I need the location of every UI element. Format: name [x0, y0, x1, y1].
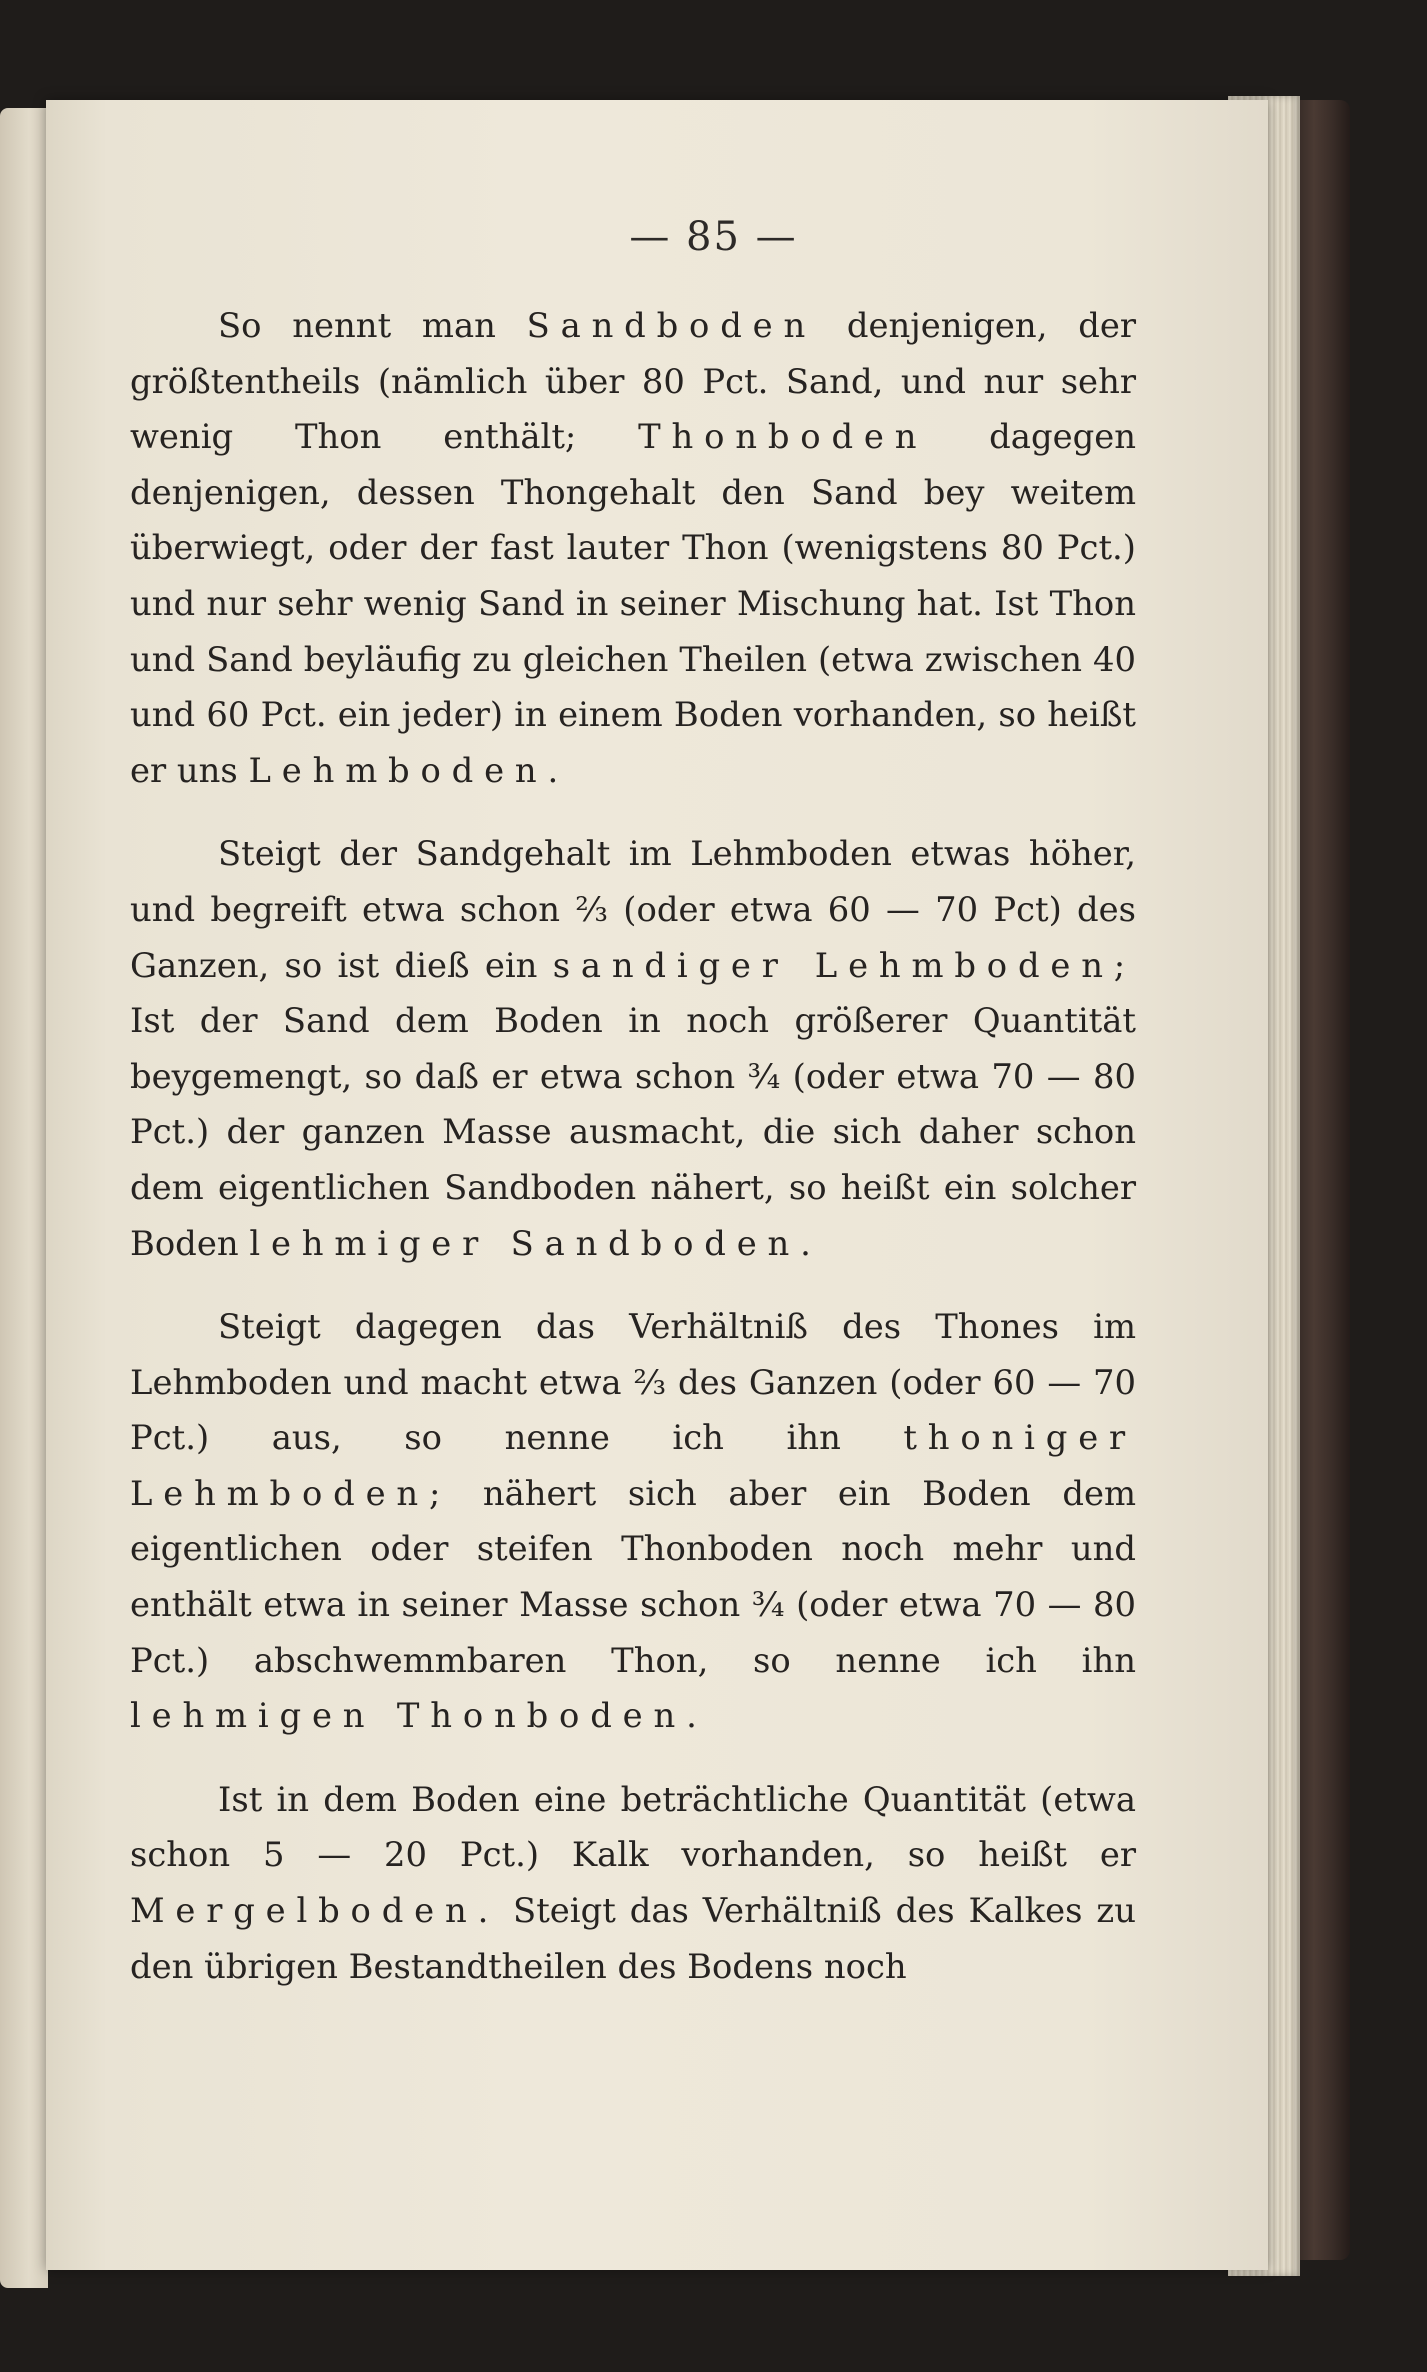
paragraph: [130, 1772, 1136, 1994]
text-run: Steigt der Sandgehalt im Lehmboden etwas höher, und begreift etwa schon ⅔ (oder etwa 60 — 70 Pct) des Ganzen, so ist dieß ein: [130, 834, 1136, 985]
text-run: Steigt dagegen das Verhältniß des Thones im Lehmboden und macht etwa ⅔ des Ganzen (oder 60 — 70 Pct.) aus, so nenne ich ihn: [130, 1307, 1136, 1458]
text-run: Ist der Sand dem Boden in noch größerer Quantität beygemengt, so daß er etwa schon ¾ (oder etwa 70 — 80 Pct.) der ganzen Masse ausmacht, die sich daher schon dem eigentlichen Sandboden nähert, so heißt ein solcher Boden: [130, 1001, 1136, 1263]
text-run: nähert sich aber ein Boden dem eigentlichen oder steifen Thonboden noch mehr und enthält etwa in seiner Masse schon ¾ (oder etwa 70 — 80 Pct.) abschwemmbaren Thon, so nenne ich ihn: [130, 1473, 1136, 1680]
term-mergelboden: Mergelboden.: [130, 1891, 500, 1931]
text-run: Ist in dem Boden eine beträchtliche Quantität (etwa schon 5 — 20 Pct.) Kalk vorhanden, so heißt er: [130, 1779, 1136, 1875]
term-thonboden: Thonboden: [638, 417, 928, 457]
text-run: So nennt man: [218, 306, 527, 345]
term-sandiger-lehmboden: sandiger Lehmboden;: [552, 945, 1137, 985]
body-text: [130, 298, 1136, 1994]
term-sandboden: Sandboden: [526, 306, 817, 345]
term-thoniger-lehmboden: thoniger Lehmboden;: [130, 1418, 1136, 1513]
term-lehmiger-sandboden: lehmiger Sandboden.: [249, 1223, 822, 1263]
text-run: Steigt das Verhältniß des Kalkes zu den übrigen Bestandtheilen des Bodens noch: [130, 1891, 1136, 1986]
page-number: — 85 —: [629, 214, 798, 260]
paragraph: [130, 298, 1136, 798]
term-lehmigen-thonboden: lehmigen Thonboden.: [130, 1696, 708, 1736]
text-run: denjenigen, der größtentheils (nämlich über 80 Pct. Sand, und nur sehr wenig Thon enthält;: [130, 306, 1136, 457]
text-run: dagegen denjenigen, dessen Thongehalt den Sand bey weitem überwiegt, oder der fast lauter Thon (wenigstens 80 Pct.) und nur sehr wenig Sand in seiner Mischung hat. Ist Thon und Sand beyläufig zu gleichen Theilen (etwa zwischen 40 und 60 Pct. ein jeder) in einem Boden vorhanden, so heißt er uns: [130, 417, 1136, 790]
term-lehmboden: Lehmboden.: [248, 750, 570, 790]
facing-page-edge: [0, 108, 48, 2288]
paragraph: [130, 1299, 1136, 1744]
paragraph: [130, 826, 1136, 1271]
